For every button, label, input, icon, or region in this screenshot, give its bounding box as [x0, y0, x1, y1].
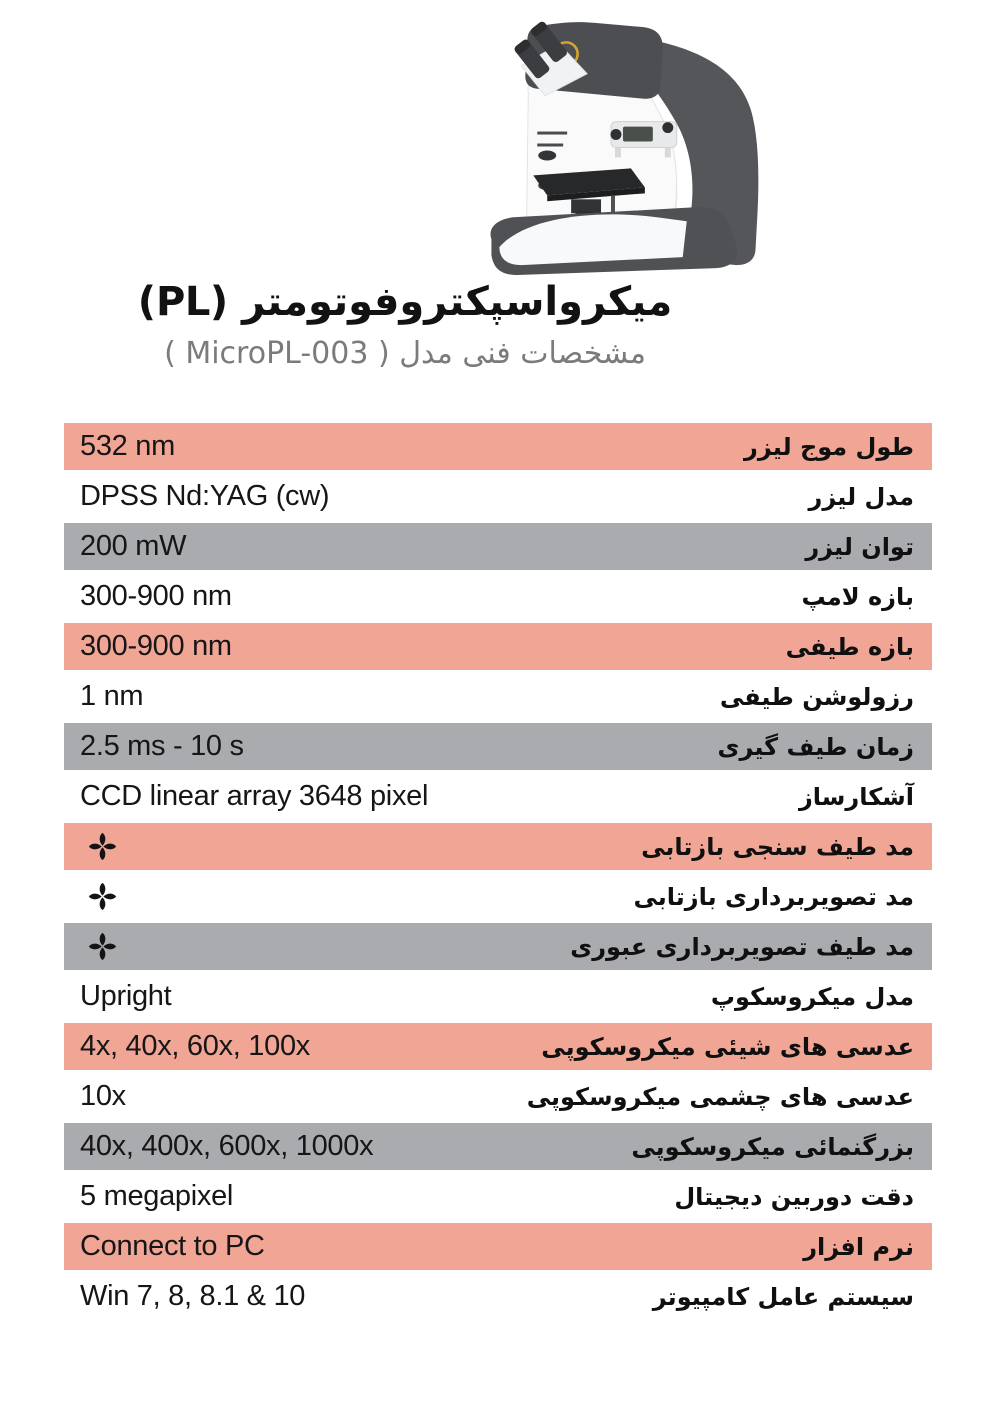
four-petal-asterisk-icon [88, 882, 117, 911]
header [130, 276, 680, 375]
spec-label: طول موج لیزر [744, 432, 914, 461]
spec-label: بازه لامپ [801, 582, 914, 611]
spec-value: 300-900 nm [80, 630, 232, 662]
table-row [64, 773, 932, 820]
table-row [64, 423, 932, 470]
spec-value: 5 megapixel [80, 1180, 234, 1212]
table-row [64, 823, 932, 870]
spec-label: زمان طیف گیری [717, 732, 914, 761]
spec-value: 1 nm [80, 680, 144, 712]
spec-value: 532 nm [80, 430, 175, 462]
table-row [64, 1173, 932, 1220]
table-row [64, 1273, 932, 1320]
spec-value: 4x, 40x, 60x, 100x [80, 1030, 310, 1062]
table-row [64, 673, 932, 720]
spec-label: سیستم عامل کامپیوتر [652, 1282, 914, 1311]
table-row [64, 973, 932, 1020]
spec-value: CCD linear array 3648 pixel [80, 780, 429, 812]
table-row [64, 1223, 932, 1270]
table-row [64, 723, 932, 770]
spec-label: مد طیف تصویربرداری عبوری [570, 932, 914, 961]
table-row [64, 473, 932, 520]
four-petal-asterisk-icon [88, 832, 117, 861]
table-row [64, 1073, 932, 1120]
spec-table [64, 423, 932, 1323]
spec-value: 2.5 ms - 10 s [80, 730, 244, 762]
spec-value: 200 mW [80, 530, 187, 562]
microscope-illustration [424, 4, 796, 288]
spec-label: عدسی های شیئی میکروسکوپی [541, 1032, 914, 1061]
spec-label: بزرگنمائی میکروسکوپی [631, 1132, 914, 1161]
table-row [64, 1123, 932, 1170]
table-row [64, 873, 932, 920]
page-title: میکرواسپکتروفوتومتر (PL) [137, 279, 673, 325]
spec-value: 40x, 400x, 600x, 1000x [80, 1130, 374, 1162]
spec-label: بازه طیفی [785, 632, 914, 661]
table-row [64, 623, 932, 670]
spec-label: نرم افزار [803, 1232, 914, 1261]
spec-label: مدل لیزر [808, 482, 914, 511]
spec-label: توان لیزر [805, 532, 914, 561]
spec-value: Upright [80, 980, 172, 1012]
spec-label: مدل میکروسکوپ [710, 982, 914, 1011]
spec-label: عدسی های چشمی میکروسکوپی [526, 1082, 914, 1111]
table-row [64, 573, 932, 620]
spec-value: 10x [80, 1080, 126, 1112]
four-petal-asterisk-icon [88, 932, 117, 961]
table-row [64, 1023, 932, 1070]
spec-label: مد تصویربرداری بازتابی [633, 882, 914, 911]
spec-value: Win 7, 8, 8.1 & 10 [80, 1280, 306, 1312]
microscope-product-image [424, 4, 796, 288]
spec-label: مد طیف سنجی بازتابی [641, 832, 914, 861]
spec-label: دقت دوربین دیجیتال [674, 1182, 914, 1211]
table-row [64, 923, 932, 970]
spec-value: Connect to PC [80, 1230, 265, 1262]
spec-value: 300-900 nm [80, 580, 232, 612]
spec-value: DPSS Nd:YAG (cw) [80, 480, 330, 512]
page-subtitle: مشخصات فنی مدل ( MicroPL-003 ) [164, 336, 646, 371]
spec-label: رزولوشن طیفی [719, 682, 914, 711]
spec-label: آشکارساز [798, 782, 914, 811]
table-row [64, 523, 932, 570]
